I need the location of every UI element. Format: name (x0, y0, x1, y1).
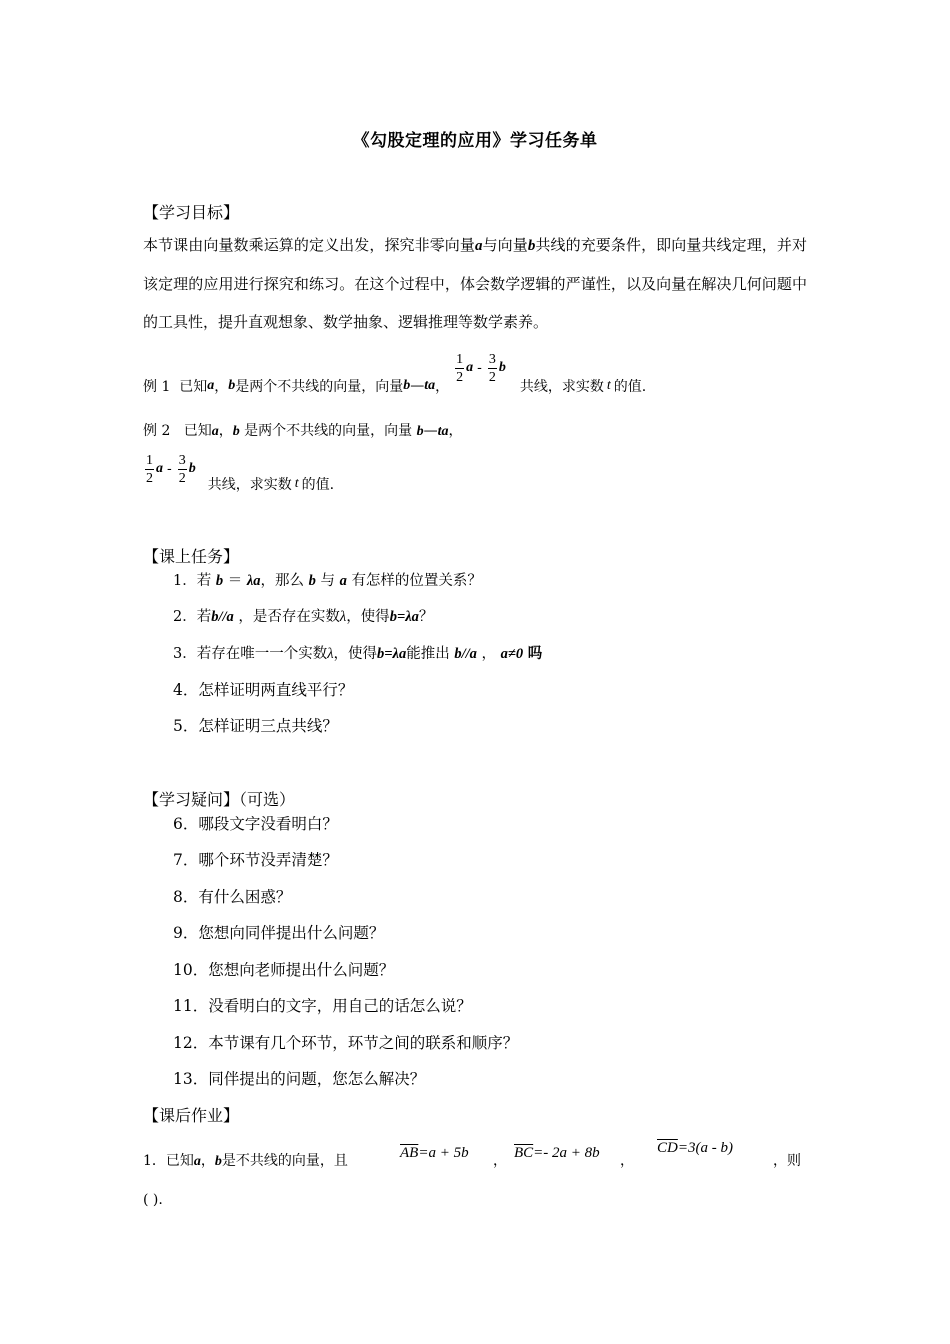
question-item: 6．哪段文字没看明白？ (173, 815, 338, 833)
example-2-ta: ta (437, 424, 449, 439)
example-1-post-1: 共线，求实数 (519, 379, 604, 395)
example-2-fraction-expr: $\frac{1}{2}$ a - $\frac{3}{2}$ b (146, 452, 196, 486)
questions-heading-row (143, 787, 295, 810)
example-2-label: 例 2 (143, 423, 171, 439)
class-task-3: 3．若存在唯一一个实数λ，使得b=λa能推出 b//a ， a≠0 吗 (173, 645, 543, 662)
example-2-frac-1: $\frac{1}{2}$ (146, 452, 153, 486)
class-task-4: 4．怎样证明两直线平行？ (173, 681, 354, 699)
example-2-frac-2: $\frac{3}{2}$ (178, 452, 186, 486)
homework-cd-expr: $\overline{CD}=3(a - b)$ (657, 1140, 733, 1156)
question-item: 9．您想向同伴提出什么问题？ (173, 924, 385, 942)
example-1-comma: ， (214, 379, 229, 395)
example-1-frac-1: $\frac{1}{2}$ (456, 351, 464, 385)
example-2-pre: 已知 (183, 423, 212, 439)
example-1-t: t (606, 378, 611, 393)
example-2-line-1: 例 2 已知a，b 是两个不共线的向量，向量 b—ta， (143, 423, 463, 439)
goals-paragraph (143, 226, 807, 341)
question-item: 13．同伴提出的问题，您怎么解决？ (173, 1070, 426, 1088)
question-item: 8．有什么困惑？ (173, 888, 292, 906)
homework-then: ，则 (773, 1153, 801, 1169)
example-1-b: b (228, 378, 236, 393)
question-item: 12．本节课有几个环节，环节之间的联系和顺序？ (173, 1034, 519, 1052)
questions-optional: （可选） (239, 790, 296, 809)
example-2-t: t (294, 476, 299, 491)
class-task-1: 1．若 b ＝ λa，那么 b 与 a 有怎样的位置关系？ (173, 573, 482, 589)
class-task-5: 5．怎样证明三点共线？ (173, 717, 338, 735)
goals-text-2: 与向量 (482, 236, 528, 254)
homework-ab-expr: $\overline{AB}=a + 5b$ (400, 1145, 469, 1161)
example-1-dash: — (410, 378, 425, 394)
example-2-line-2 (143, 444, 334, 494)
homework-answer-blank: ( ). (143, 1192, 163, 1208)
example-1-pre: 已知 (179, 379, 208, 395)
goals-text-3: 共线的充要条件，即向量共线定理，并对该定理的应用进行探究和练习。在这个过程中，体会数学逻辑的严谨性，以及向量在解决几何问题中的工具性，提升直观想象、数学抽象、逻辑推理等数学素养。 (143, 236, 807, 331)
homework-1-text: 1．已知a，b是不共线的向量，且 (143, 1153, 348, 1169)
example-1: 例 1 已知 a ， b 是两个不共线的向量，向量 b — ta ， $\frac{1}{2}$ a - $\frac{3}{2}$ b 共线，求实数 t 的值. (143, 351, 647, 395)
example-1-expr-b: b (403, 378, 411, 393)
homework-bc-expr: $\overline{BC}=-$ 2a + 8b (514, 1145, 600, 1161)
goals-var-b: b (527, 238, 536, 254)
class-tasks-heading: 【课上任务】 (143, 547, 240, 566)
question-item: 10．您想向老师提出什么问题？ (173, 961, 395, 979)
example-1-post-2: 的值. (613, 379, 647, 395)
example-1-label: 例 1 (143, 379, 171, 395)
question-item: 11．没看明白的文字，用自己的话怎么说？ (173, 997, 472, 1015)
example-1-a: a (207, 378, 215, 393)
example-2-expr-b: b (416, 424, 424, 439)
goals-var-a: a (474, 238, 483, 254)
example-2-b: b (232, 424, 240, 439)
question-item: 7．哪个环节没弄清楚？ (173, 851, 338, 869)
example-2-mid: 是两个不共线的向量，向量 (244, 423, 413, 439)
homework-heading: 【课后作业】 (143, 1106, 240, 1125)
homework-sep-2: ， (620, 1153, 634, 1169)
questions-heading: 【学习疑问】 (143, 790, 240, 809)
example-2-a: a (211, 424, 219, 439)
page-title: 《勾股定理的应用》学习任务单 (352, 131, 598, 151)
example-1-mid: 是两个不共线的向量，向量 (235, 379, 404, 395)
goals-heading: 【学习目标】 (143, 203, 240, 222)
example-2-post-1: 共线，求实数 (207, 477, 292, 493)
example-1-fraction-expr: $\frac{1}{2}$ a - $\frac{3}{2}$ b (456, 351, 506, 385)
example-1-frac-2: $\frac{3}{2}$ (488, 351, 496, 385)
goals-text-1: 本节课由向量数乘运算的定义出发，探究非零向量 (143, 236, 475, 254)
example-1-ta: ta (424, 378, 436, 393)
example-2-post-2: 的值. (301, 477, 335, 493)
homework-sep-1: ， (493, 1153, 507, 1169)
class-task-2: 2．若b//a ，是否存在实数λ，使得b=λa？ (173, 609, 434, 625)
example-2-dash: — (423, 423, 438, 439)
example-2-comma: ， (218, 423, 233, 439)
